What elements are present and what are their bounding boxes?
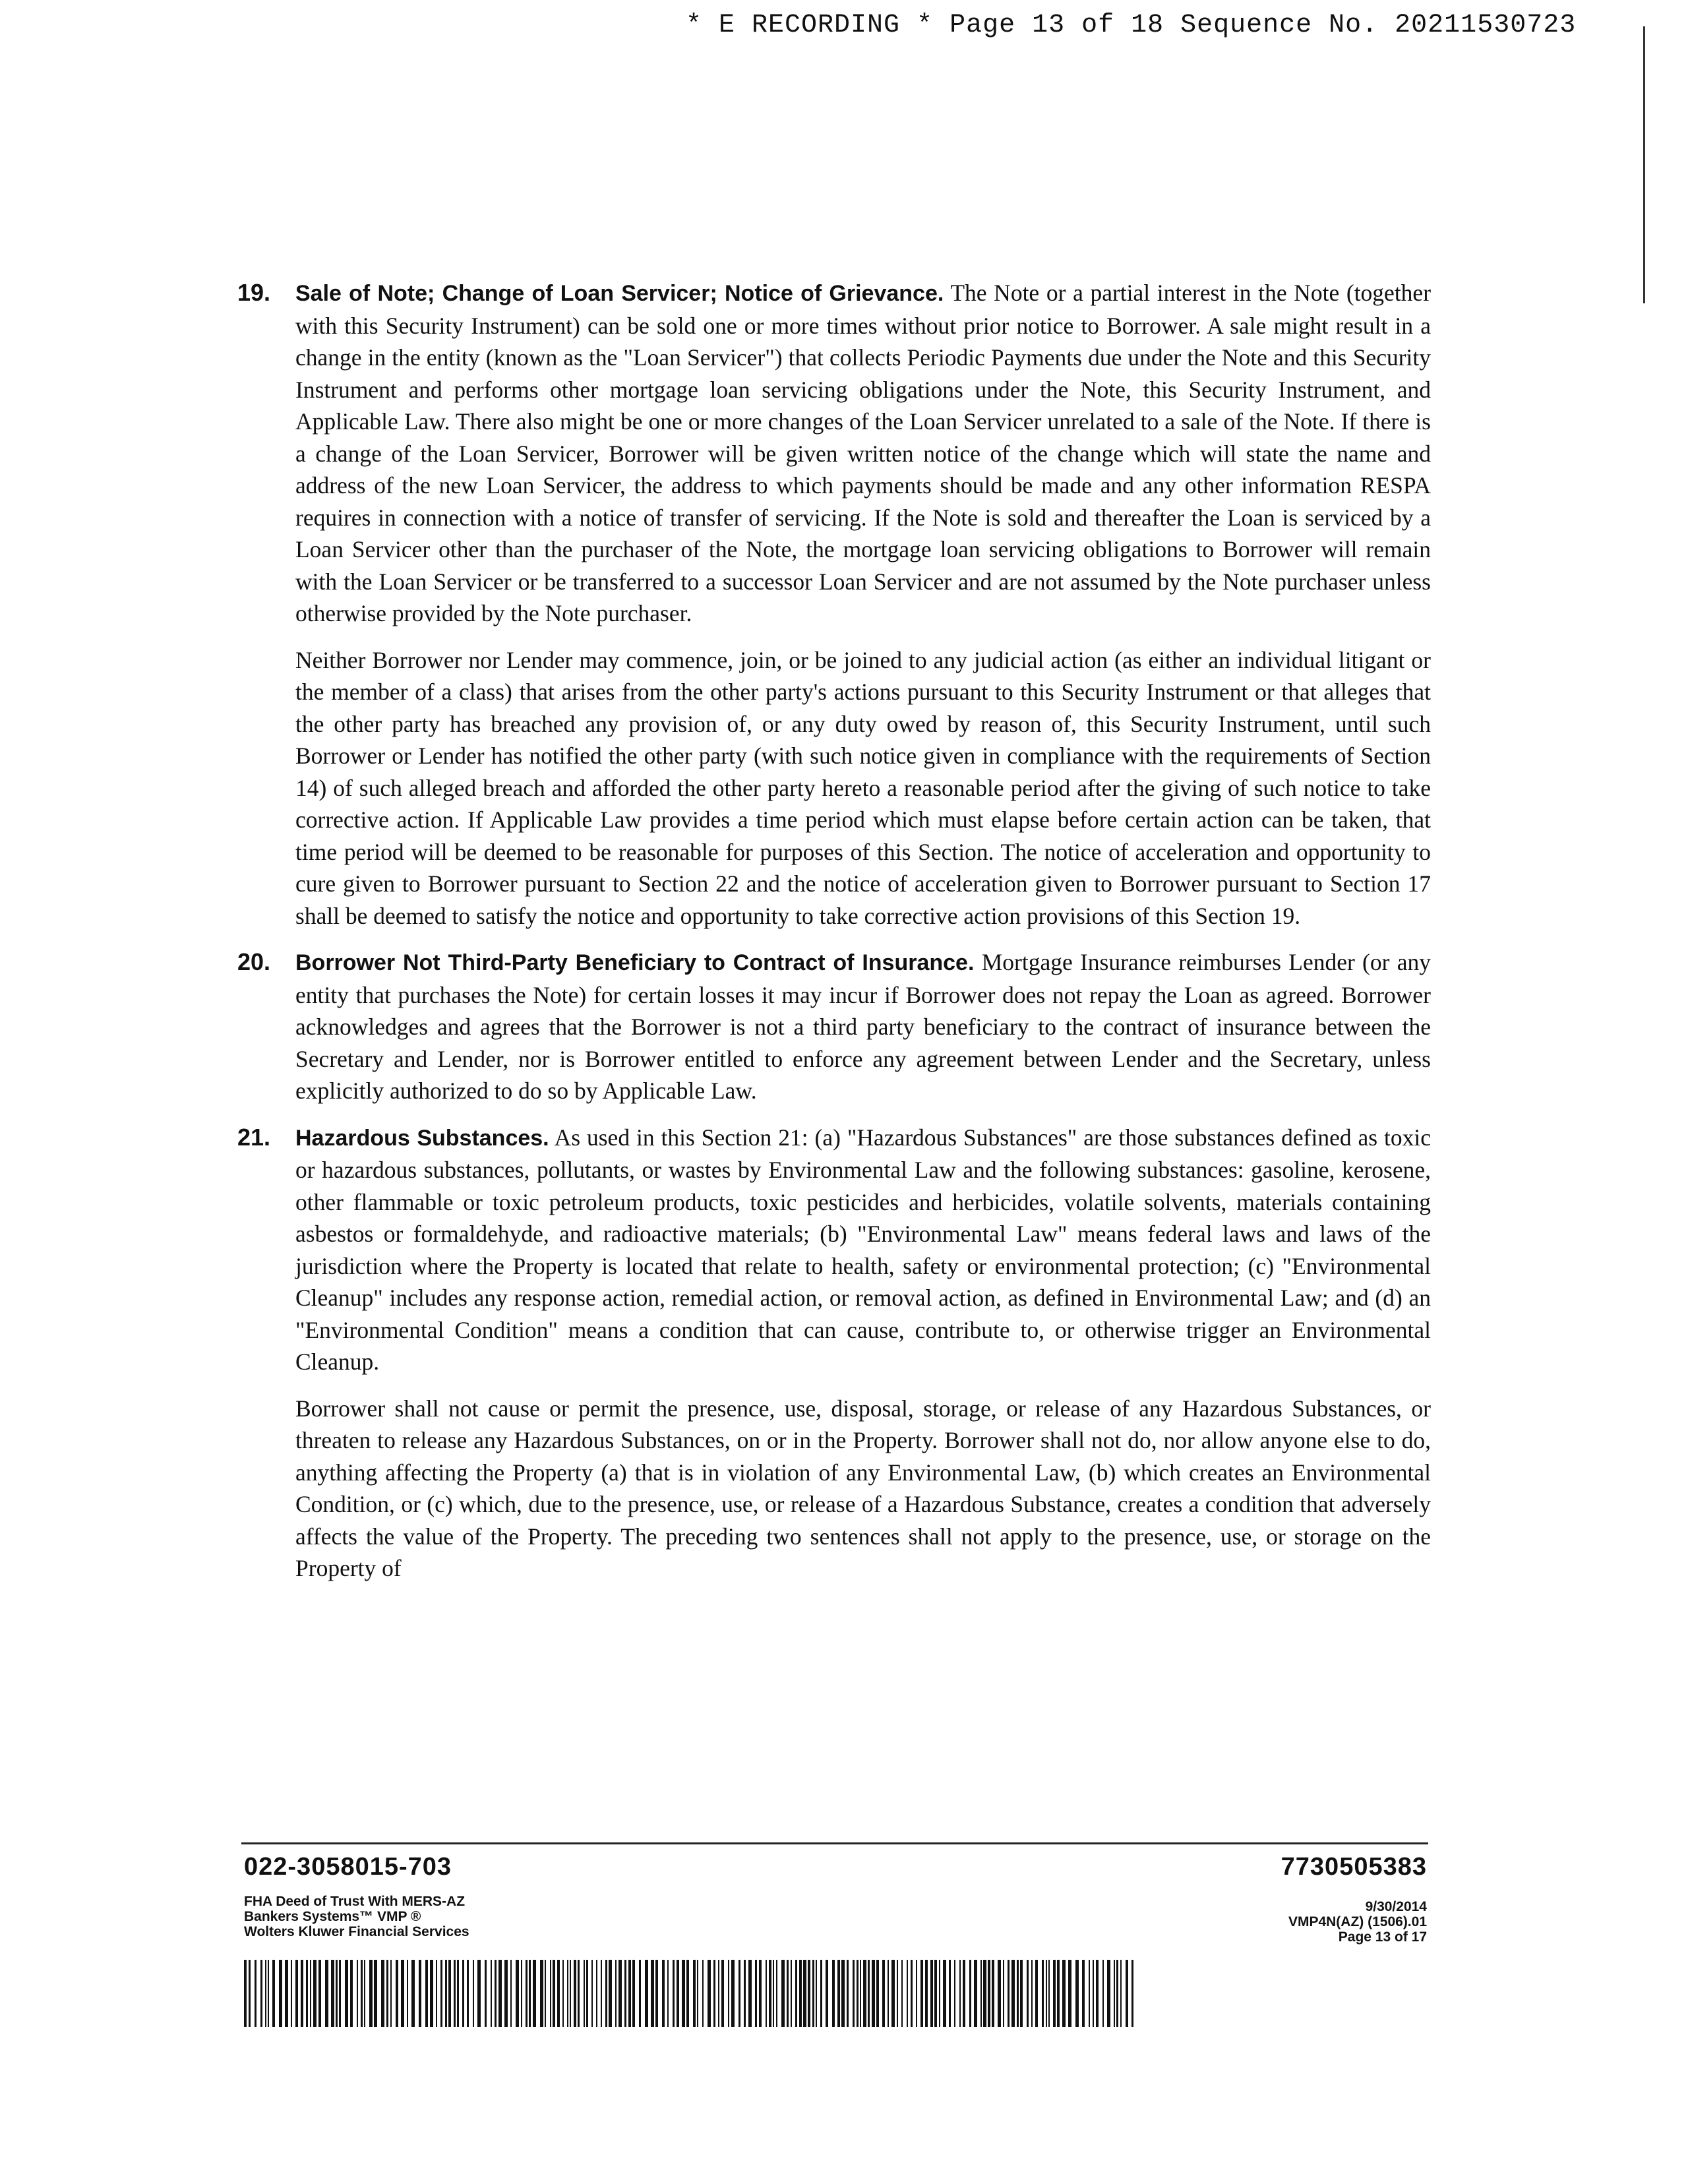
barcode-bar — [1035, 1960, 1038, 2027]
barcode-bar — [755, 1960, 757, 2027]
section-number: 21. — [237, 1123, 271, 1151]
barcode-bar — [769, 1960, 771, 2027]
barcode-bar — [473, 1960, 474, 2027]
barcode-bar — [787, 1960, 789, 2027]
barcode-bar — [1120, 1960, 1122, 2027]
barcode-bar — [954, 1960, 955, 2027]
margin-rule — [1643, 26, 1645, 303]
barcode-bar — [667, 1960, 669, 2027]
barcode-bar — [693, 1960, 696, 2027]
barcode-bar — [911, 1960, 913, 2027]
barcode-bar — [969, 1960, 971, 2027]
barcode-bar — [713, 1960, 715, 2027]
barcode-bar — [477, 1960, 481, 2027]
barcode-bar — [686, 1960, 689, 2027]
barcode-bar — [436, 1960, 437, 2027]
barcode-bar — [860, 1960, 861, 2027]
barcode-bar — [591, 1960, 593, 2027]
barcode-bar — [570, 1960, 571, 2027]
barcode-bar — [718, 1960, 719, 2027]
barcode-bar — [516, 1960, 519, 2027]
barcode-bar — [339, 1960, 341, 2027]
barcode-bar — [624, 1960, 626, 2027]
barcode-bar — [841, 1960, 845, 2027]
barcode-bar — [1017, 1960, 1019, 2027]
barcode-bar — [586, 1960, 588, 2027]
barcode-bar — [369, 1960, 373, 2027]
barcode-bar — [816, 1960, 817, 2027]
barcode-bar — [1048, 1960, 1050, 2027]
barcode-bar — [1042, 1960, 1044, 2027]
recording-header: * E RECORDING * Page 13 of 18 Sequence No. 20211530723 — [686, 11, 1577, 40]
form-version — [1288, 1899, 1427, 1945]
barcode-bar — [673, 1960, 675, 2027]
barcode-bar — [645, 1960, 648, 2027]
section-paragraph — [295, 1122, 1431, 1378]
barcode-bar — [857, 1960, 859, 2027]
barcode-bar — [934, 1960, 937, 2027]
barcode-bar — [596, 1960, 597, 2027]
barcode-bar — [1011, 1960, 1015, 2027]
barcode-bar — [677, 1960, 679, 2027]
barcode-bar — [295, 1960, 298, 2027]
barcode-bar — [268, 1960, 269, 2027]
barcode-bar — [291, 1960, 292, 2027]
barcode-bar — [1008, 1960, 1010, 2027]
barcode-bar — [495, 1960, 497, 2027]
barcode-bar — [728, 1960, 729, 2027]
barcode-bar — [1107, 1960, 1110, 2027]
barcode-bar — [526, 1960, 528, 2027]
barcode-bar — [533, 1960, 536, 2027]
barcode-bar — [411, 1960, 415, 2027]
barcode-bar — [249, 1960, 251, 2027]
barcode-bar — [325, 1960, 328, 2027]
barcode-bar — [1027, 1960, 1029, 2027]
barcode-bar — [440, 1960, 442, 2027]
barcode-bar — [901, 1960, 903, 2027]
barcode-bar — [618, 1960, 622, 2027]
barcode-bar — [567, 1960, 568, 2027]
barcode-bar — [662, 1960, 665, 2027]
barcode-bar — [872, 1960, 875, 2027]
barcode-bar — [419, 1960, 421, 2027]
loan-number: 022-3058015-703 — [244, 1853, 452, 1881]
barcode-bar — [847, 1960, 849, 2027]
barcode-bar — [853, 1960, 855, 2027]
barcode-bar — [425, 1960, 428, 2027]
barcode-bar — [916, 1960, 917, 2027]
document-body — [237, 277, 1431, 1599]
barcode-bar — [545, 1960, 546, 2027]
barcode-bar — [959, 1960, 961, 2027]
barcode-bar — [721, 1960, 724, 2027]
barcode-bar — [628, 1960, 631, 2027]
barcode-bar — [876, 1960, 879, 2027]
barcode-bar — [244, 1960, 247, 2027]
barcode-bar — [265, 1960, 266, 2027]
barcode-bar — [1046, 1960, 1047, 2027]
barcode-bar — [430, 1960, 433, 2027]
barcode-bar — [318, 1960, 321, 2027]
barcode-bar — [682, 1960, 685, 2027]
barcode-bar — [504, 1960, 508, 2027]
section-title: Borrower Not Third-Party Beneficiary to Contract of Insurance. — [295, 950, 975, 975]
paragraph-text: As used in this Section 21: (a) "Hazardous Substances" are those substances defined as toxic or hazardous substances, pollutants, or wastes by Environmental Law and the following substances: gasoline, kerosene, other flammable or toxic petroleum products, toxic pesticides and herbicides, volatile solvents, materials containing asbestos or formaldehyde, and radioactive materials; (b) "Environmental Law" means federal laws and laws of the jurisdiction where the Property is located that relate to health, safety or environmental protection; (c) "Environmental Cleanup" includes any response action, remedial action, or removal action, as defined in Environmental Law; and (d) an "Environmental Condition" means a condition that can cause, contribute to, or otherwise trigger an Environmental Cleanup. — [295, 1124, 1432, 1375]
barcode-bar — [272, 1960, 275, 2027]
barcode-bar — [578, 1960, 580, 2027]
barcode-bar — [301, 1960, 303, 2027]
barcode-bar — [615, 1960, 617, 2027]
section-20 — [237, 946, 1431, 1107]
barcode-bar — [390, 1960, 392, 2027]
barcode-bar — [697, 1960, 698, 2027]
barcode-bar — [557, 1960, 560, 2027]
barcode-bar — [601, 1960, 602, 2027]
barcode-bar — [925, 1960, 928, 2027]
barcode-bar — [550, 1960, 551, 2027]
barcode-bar — [279, 1960, 282, 2027]
barcode-bar — [897, 1960, 898, 2027]
barcode-bar — [255, 1960, 256, 2027]
barcode-bar — [799, 1960, 802, 2027]
form-date: 9/30/2014 — [1365, 1899, 1427, 1914]
barcode-bar — [357, 1960, 358, 2027]
barcode-bar — [407, 1960, 408, 2027]
barcode-bar — [260, 1960, 262, 2027]
barcode-bar — [803, 1960, 806, 2027]
barcode-bar — [949, 1960, 951, 2027]
barcode-bar — [759, 1960, 762, 2027]
barcode-icon — [244, 1960, 1134, 2027]
section-number: 19. — [237, 279, 271, 306]
barcode-bar — [891, 1960, 895, 2027]
barcode-bar — [837, 1960, 840, 2027]
barcode-bar — [983, 1960, 986, 2027]
barcode-bar — [998, 1960, 1001, 2027]
barcode-bar — [521, 1960, 522, 2027]
section-paragraph: Borrower shall not cause or permit the presence, use, disposal, storage, or release of any Hazardous Substances, or threaten to release any Hazardous Substances, on or in the Property. Borrower shall not do, nor allow anyone else to do, anything affecting the Property (a) that is in violation of any Environmental Law, (b) which creates an Environmental Condition, or (c) which, due to the presence, use, or release of a Hazardous Substance, creates a condition that adversely affects the value of the Property. The preceding two sentences shall not apply to the presence, use, or storage on the Property of — [295, 1395, 1431, 1581]
barcode-bar — [943, 1960, 946, 2027]
barcode-bar — [491, 1960, 492, 2027]
barcode-bar — [462, 1960, 464, 2027]
section-number: 20. — [237, 948, 271, 975]
barcode-bar — [868, 1960, 870, 2027]
barcode-bar — [1068, 1960, 1071, 2027]
barcode-bar — [445, 1960, 447, 2027]
barcode-bar — [605, 1960, 607, 2027]
barcode-bar — [980, 1960, 982, 2027]
form-publisher-company: Wolters Kluwer Financial Services — [244, 1924, 469, 1939]
barcode-bar — [744, 1960, 746, 2027]
paragraph-text: Mortgage Insurance reimburses Lender (or any entity that purchases the Note) for certain losses it may incur if Borrower does not repay the Loan as agreed. Borrower acknowledges and agrees that the Borrower is not a third party beneficiary to the contract of insurance between the Secretary and Lender, nor is Borrower entitled to enforce any agreement between Lender and the Secretary, unless explicitly authorized to do so by Applicable Law. — [295, 949, 1431, 1104]
barcode-bar — [1131, 1960, 1133, 2027]
barcode-bar — [1102, 1960, 1104, 2027]
page-label: Page 13 of 17 — [1338, 1929, 1427, 1945]
barcode-bar — [448, 1960, 451, 2027]
barcode-bar — [553, 1960, 555, 2027]
barcode-bar — [1116, 1960, 1118, 2027]
barcode-bar — [974, 1960, 977, 2027]
barcode-bar — [920, 1960, 923, 2027]
barcode-bar — [381, 1960, 384, 2027]
barcode-bar — [930, 1960, 933, 2027]
min-number: 7730505383 — [1281, 1853, 1427, 1881]
barcode-bar — [374, 1960, 377, 2027]
form-name: FHA Deed of Trust With MERS-AZ — [244, 1894, 466, 1909]
barcode-bar — [306, 1960, 308, 2027]
barcode-bar — [454, 1960, 456, 2027]
barcode-bar — [529, 1960, 531, 2027]
barcode-bar — [540, 1960, 543, 2027]
barcode-bar — [498, 1960, 502, 2027]
barcode-bar — [988, 1960, 990, 2027]
form-identification — [244, 1894, 469, 1939]
barcode-bar — [992, 1960, 994, 2027]
barcode-bar — [963, 1960, 965, 2027]
barcode-bar — [510, 1960, 512, 2027]
barcode-bar — [345, 1960, 348, 2027]
barcode-bar — [457, 1960, 459, 2027]
barcode-bar — [773, 1960, 774, 2027]
barcode-bar — [708, 1960, 711, 2027]
barcode-bar — [361, 1960, 363, 2027]
section-paragraph — [295, 946, 1431, 1107]
barcode-bar — [285, 1960, 288, 2027]
barcode-bar — [386, 1960, 388, 2027]
barcode-bar — [632, 1960, 635, 2027]
paragraph-text: The Note or a partial interest in the Note (together with this Security Instrument) can be sold one or more times without prior notice to Borrower. A sale might result in a change in the entity (known as the "Loan Servicer") that collects Periodic Payments due under the Note and this Security Instrument and performs other mortgage loan servicing obligations under the Note, this Security Instrument, and Applicable Law. There also might be one or more changes of the Loan Servicer unrelated to a sale of the Note. If there is a change of the Loan Servicer, Borrower will be given written notice of the change which will state the name and address of the new Loan Servicer, the address to which payments should be made and any other information RESPA requires in connection with a notice of transfer of servicing. If the Note is sold and thereafter the Loan is serviced by a Loan Servicer other than the purchaser of the Note, the mortgage loan servicing obligations to Borrower will remain with the Loan Servicer or be transferred to a successor Loan Servicer and are not assumed by the Note purchaser unless otherwise provided by the Note purchaser. — [295, 280, 1432, 626]
form-code: VMP4N(AZ) (1506).01 — [1288, 1914, 1427, 1929]
barcode-bar — [467, 1960, 469, 2027]
barcode-bar — [882, 1960, 885, 2027]
barcode-bar — [776, 1960, 777, 2027]
section-21 — [237, 1122, 1431, 1585]
barcode-bar — [574, 1960, 576, 2027]
barcode-bar — [364, 1960, 365, 2027]
barcode-bar — [639, 1960, 641, 2027]
barcode-bar — [350, 1960, 353, 2027]
barcode-bar — [1126, 1960, 1128, 2027]
barcode-bar — [609, 1960, 612, 2027]
barcode-bar — [1114, 1960, 1115, 2027]
barcode-bar — [1031, 1960, 1033, 2027]
form-publisher: Bankers Systems™ VMP ® — [244, 1909, 421, 1924]
barcode-bar — [562, 1960, 564, 2027]
barcode-bar — [485, 1960, 487, 2027]
barcode-bar — [1082, 1960, 1085, 2027]
barcode-bar — [812, 1960, 814, 2027]
barcode-bar — [702, 1960, 704, 2027]
barcode-bar — [907, 1960, 908, 2027]
barcode-bar — [939, 1960, 940, 2027]
barcode-bar — [1096, 1960, 1099, 2027]
section-19 — [237, 277, 1431, 932]
barcode-bar — [808, 1960, 810, 2027]
barcode-bar — [791, 1960, 792, 2027]
barcode-bar — [826, 1960, 828, 2027]
barcode-bar — [766, 1960, 767, 2027]
barcode-bar — [1075, 1960, 1079, 2027]
barcode-bar — [655, 1960, 658, 2027]
barcode-bar — [310, 1960, 311, 2027]
section-paragraph: Neither Borrower nor Lender may commence, join, or be joined to any judicial action (as either an individual litigant or the member of a class) that arises from the other party's actions pursuant to this Security Instrument or that alleges that the other party has breached any provision of, or any duty owed by reason of, this Security Instrument, until such Borrower or Lender has notified the other party (with such notice given in compliance with the requirements of Section 14) of such alleged breach and afforded the other party hereto a reasonable period after the giving of such notice to take corrective action. If Applicable Law provides a time period which must elapse before certain action can be taken, that time period will be deemed to be reasonable for purposes of this Section. The notice of acceleration and opportunity to cure given to Borrower pursuant to Section 22 and the notice of acceleration given to Borrower pursuant to Section 17 shall be deemed to satisfy the notice and opportunity to take corrective action provisions of this Section 19. — [295, 646, 1431, 929]
barcode-bar — [738, 1960, 740, 2027]
footer-rule — [241, 1842, 1428, 1844]
barcode-bar — [401, 1960, 404, 2027]
barcode-bar — [781, 1960, 785, 2027]
section-title: Sale of Note; Change of Loan Servicer; Notice of Grievance. — [295, 281, 944, 306]
barcode-bar — [863, 1960, 866, 2027]
barcode-bar — [820, 1960, 822, 2027]
barcode-bar — [1053, 1960, 1056, 2027]
barcode-bar — [731, 1960, 735, 2027]
barcode-bar — [1003, 1960, 1004, 2027]
barcode-bar — [651, 1960, 654, 2027]
barcode-bar — [396, 1960, 398, 2027]
barcode-bar — [1093, 1960, 1094, 2027]
barcode-bar — [1089, 1960, 1090, 2027]
barcode-bar — [748, 1960, 752, 2027]
barcode-bar — [888, 1960, 889, 2027]
barcode-bar — [1020, 1960, 1023, 2027]
section-paragraph — [295, 277, 1431, 630]
barcode-bar — [1062, 1960, 1066, 2027]
barcode-bar — [1057, 1960, 1060, 2027]
barcode-bar — [795, 1960, 797, 2027]
barcode-bar — [584, 1960, 585, 2027]
barcode-bar — [313, 1960, 316, 2027]
barcode-bar — [336, 1960, 338, 2027]
section-title: Hazardous Substances. — [295, 1125, 549, 1151]
barcode-bar — [331, 1960, 334, 2027]
barcode-bar — [832, 1960, 835, 2027]
